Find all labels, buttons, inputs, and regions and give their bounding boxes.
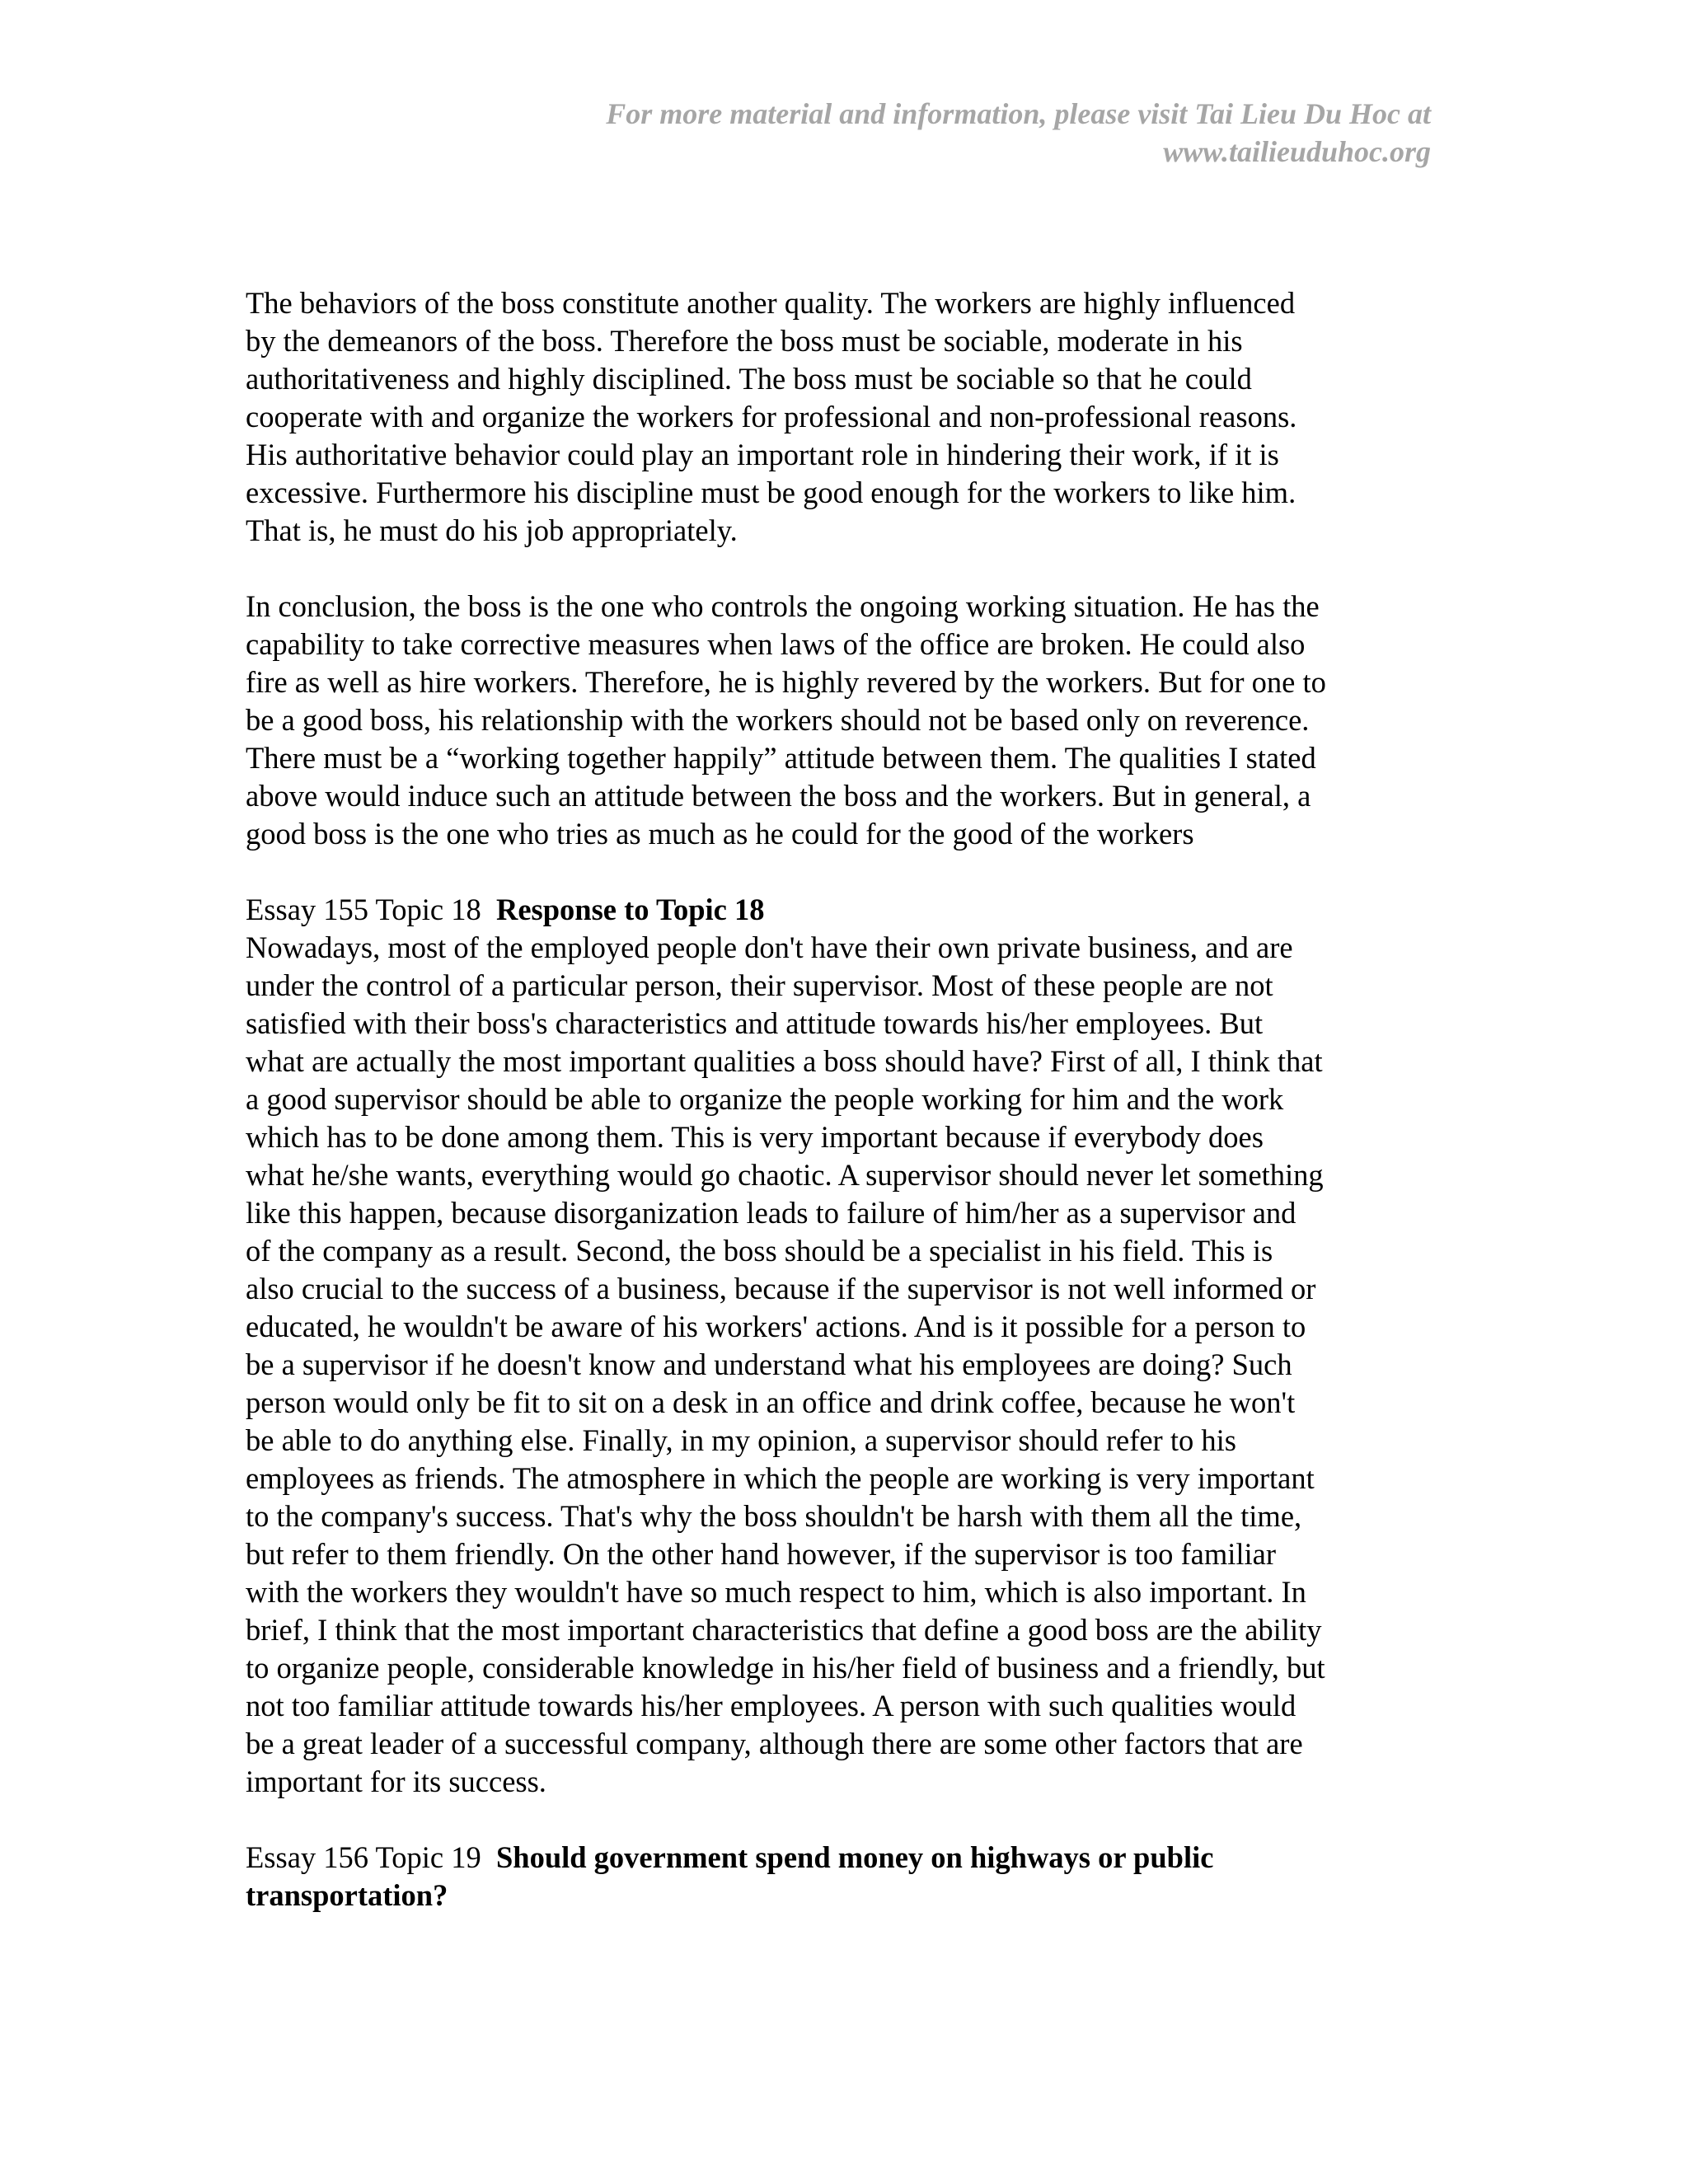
text-line: with the workers they wouldn't have so much respect to him, which is also important. In (246, 1575, 1306, 1609)
text-line: That is, he must do his job appropriately. (246, 513, 738, 547)
text-line: educated, he wouldn't be aware of his workers' actions. And is it possible for a person to (246, 1310, 1306, 1343)
text-line: to the company's success. That's why the boss shouldn't be harsh with them all the time, (246, 1499, 1302, 1533)
page-header (195, 95, 1431, 171)
text-line: be a good boss, his relationship with the workers should not be based only on reverence. (246, 703, 1310, 737)
text-line: which has to be done among them. This is very important because if everybody does (246, 1120, 1264, 1154)
text-line: There must be a “working together happily” attitude between them. The qualities I stated (246, 741, 1316, 775)
text-line: important for its success. (246, 1765, 546, 1798)
essay-155-heading (246, 891, 1441, 929)
text-line: be able to do anything else. Finally, in my opinion, a supervisor should refer to his (246, 1423, 1236, 1457)
text-line: capability to take corrective measures when laws of the office are broken. He could also (246, 627, 1306, 661)
text-line: In conclusion, the boss is the one who controls the ongoing working situation. He has the (246, 589, 1320, 623)
text-line: not too familiar attitude towards his/her employees. A person with such qualities would (246, 1689, 1296, 1722)
text-line: person would only be fit to sit on a desk in an office and drink coffee, because he won't (246, 1385, 1296, 1419)
essay-156-prefix: Essay 156 Topic 19 (246, 1840, 481, 1874)
header-line-2: www.tailieuduhoc.org (1163, 135, 1431, 168)
text-line: His authoritative behavior could play an important role in hindering their work, if it is (246, 438, 1279, 471)
text-line: but refer to them friendly. On the other hand however, if the supervisor is too familiar (246, 1537, 1276, 1571)
text-line: above would induce such an attitude between the boss and the workers. But in general, a (246, 779, 1311, 813)
text-line: Nowadays, most of the employed people don't have their own private business, and are (246, 930, 1293, 964)
text-line: by the demeanors of the boss. Therefore the boss must be sociable, moderate in his (246, 324, 1243, 358)
text-line: excessive. Furthermore his discipline must be good enough for the workers to like him. (246, 476, 1296, 509)
paragraph-essay-155 (246, 929, 1441, 1801)
text-line: like this happen, because disorganization leads to failure of him/her as a supervisor and (246, 1196, 1296, 1230)
text-line: be a supervisor if he doesn't know and understand what his employees are doing? Such (246, 1347, 1292, 1381)
text-line: cooperate with and organize the workers for professional and non-professional reasons. (246, 400, 1297, 434)
essay-155-title: Response to Topic 18 (495, 893, 765, 926)
paragraph-behaviors (246, 284, 1441, 550)
essay-155-prefix: Essay 155 Topic 18 (246, 893, 481, 926)
essay-156-heading (246, 1839, 1441, 1915)
text-line: a good supervisor should be able to organize the people working for him and the work (246, 1082, 1284, 1116)
essay-156-title-line-1: Should government spend money on highways or public (495, 1840, 1214, 1874)
text-line: brief, I think that the most important characteristics that define a good boss are the ability (246, 1613, 1322, 1647)
document-body (246, 284, 1441, 1915)
header-line-1: For more material and information, please visit Tai Lieu Du Hoc at (606, 97, 1431, 130)
text-line: employees as friends. The atmosphere in which the people are working is very important (246, 1461, 1315, 1495)
text-line: what are actually the most important qualities a boss should have? First of all, I think that (246, 1044, 1323, 1078)
text-line: The behaviors of the boss constitute another quality. The workers are highly influenced (246, 286, 1296, 320)
text-line: fire as well as hire workers. Therefore, he is highly revered by the workers. But for one to (246, 665, 1326, 699)
text-line: to organize people, considerable knowledge in his/her field of business and a friendly, but (246, 1651, 1325, 1685)
text-line: satisfied with their boss's characteristics and attitude towards his/her employees. But (246, 1006, 1264, 1040)
paragraph-conclusion (246, 588, 1441, 853)
text-line: of the company as a result. Second, the boss should be a specialist in his field. This is (246, 1234, 1273, 1268)
text-line: good boss is the one who tries as much as he could for the good of the workers (246, 817, 1194, 851)
essay-156-title-line-2: transportation? (246, 1878, 448, 1912)
text-line: what he/she wants, everything would go chaotic. A supervisor should never let something (246, 1158, 1324, 1192)
text-line: be a great leader of a successful company, although there are some other factors that are (246, 1727, 1303, 1760)
text-line: authoritativeness and highly disciplined. The boss must be sociable so that he could (246, 362, 1252, 396)
text-line: also crucial to the success of a business, because if the supervisor is not well informed or (246, 1272, 1316, 1305)
text-line: under the control of a particular person, their supervisor. Most of these people are not (246, 968, 1273, 1002)
